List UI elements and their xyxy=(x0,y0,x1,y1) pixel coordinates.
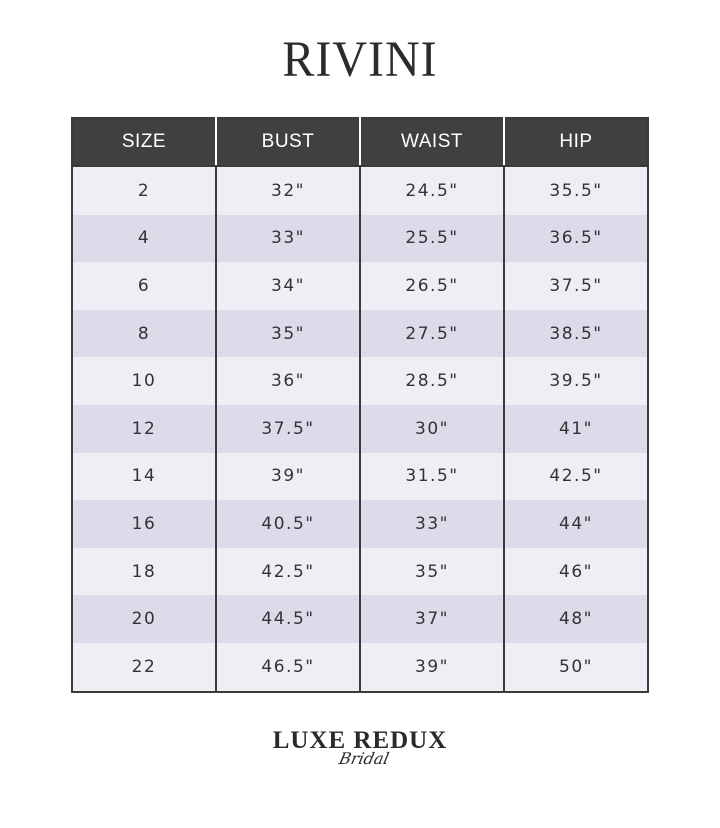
hip-cell: 38.5" xyxy=(504,310,648,358)
table-row xyxy=(72,595,648,643)
waist-cell: 26.5" xyxy=(360,262,504,310)
hip-cell: 50" xyxy=(504,643,648,692)
hip-cell: 42.5" xyxy=(504,453,648,501)
bust-cell: 40.5" xyxy=(216,500,360,548)
bust-cell: 39" xyxy=(216,453,360,501)
table-row xyxy=(72,215,648,263)
hip-cell: 48" xyxy=(504,595,648,643)
bust-cell: 42.5" xyxy=(216,548,360,596)
table-row xyxy=(72,500,648,548)
size-cell: 20 xyxy=(72,595,216,643)
hip-cell: 39.5" xyxy=(504,357,648,405)
footer-logo xyxy=(0,726,720,786)
waist-cell: 35" xyxy=(360,548,504,596)
waist-cell: 24.5" xyxy=(360,166,504,215)
table-row xyxy=(72,548,648,596)
size-cell: 6 xyxy=(72,262,216,310)
hip-cell: 46" xyxy=(504,548,648,596)
size-chart-table xyxy=(71,117,649,693)
waist-cell: 31.5" xyxy=(360,453,504,501)
size-cell: 22 xyxy=(72,643,216,692)
size-cell: 14 xyxy=(72,453,216,501)
logo-wordmark: LUXE REDUX xyxy=(272,727,448,754)
bust-cell: 33" xyxy=(216,215,360,263)
table-row xyxy=(72,262,648,310)
size-cell: 16 xyxy=(72,500,216,548)
table-row xyxy=(72,405,648,453)
size-cell: 10 xyxy=(72,357,216,405)
bust-cell: 36" xyxy=(216,357,360,405)
table-header-row xyxy=(72,118,648,166)
bust-cell: 44.5" xyxy=(216,595,360,643)
table-row xyxy=(72,166,648,215)
table-row xyxy=(72,357,648,405)
size-cell: 12 xyxy=(72,405,216,453)
column-header-hip: HIP xyxy=(504,118,648,166)
hip-cell: 36.5" xyxy=(504,215,648,263)
brand-title: RIVINI xyxy=(282,31,438,88)
waist-cell: 30" xyxy=(360,405,504,453)
bust-cell: 37.5" xyxy=(216,405,360,453)
size-cell: 2 xyxy=(72,166,216,215)
column-header-waist: WAIST xyxy=(360,118,504,166)
waist-cell: 39" xyxy=(360,643,504,692)
logo-script-tagline: Bridal xyxy=(337,749,391,768)
column-header-bust: BUST xyxy=(216,118,360,166)
waist-cell: 28.5" xyxy=(360,357,504,405)
size-cell: 18 xyxy=(72,548,216,596)
hip-cell: 37.5" xyxy=(504,262,648,310)
waist-cell: 37" xyxy=(360,595,504,643)
table-row xyxy=(72,310,648,358)
bust-cell: 32" xyxy=(216,166,360,215)
size-cell: 8 xyxy=(72,310,216,358)
hip-cell: 35.5" xyxy=(504,166,648,215)
column-header-size: SIZE xyxy=(72,118,216,166)
hip-cell: 44" xyxy=(504,500,648,548)
table-body xyxy=(72,166,648,692)
bust-cell: 35" xyxy=(216,310,360,358)
waist-cell: 25.5" xyxy=(360,215,504,263)
hip-cell: 41" xyxy=(504,405,648,453)
table-header xyxy=(72,118,648,166)
table-row xyxy=(72,453,648,501)
table-row xyxy=(72,643,648,692)
bust-cell: 34" xyxy=(216,262,360,310)
size-cell: 4 xyxy=(72,215,216,263)
waist-cell: 27.5" xyxy=(360,310,504,358)
waist-cell: 33" xyxy=(360,500,504,548)
bust-cell: 46.5" xyxy=(216,643,360,692)
